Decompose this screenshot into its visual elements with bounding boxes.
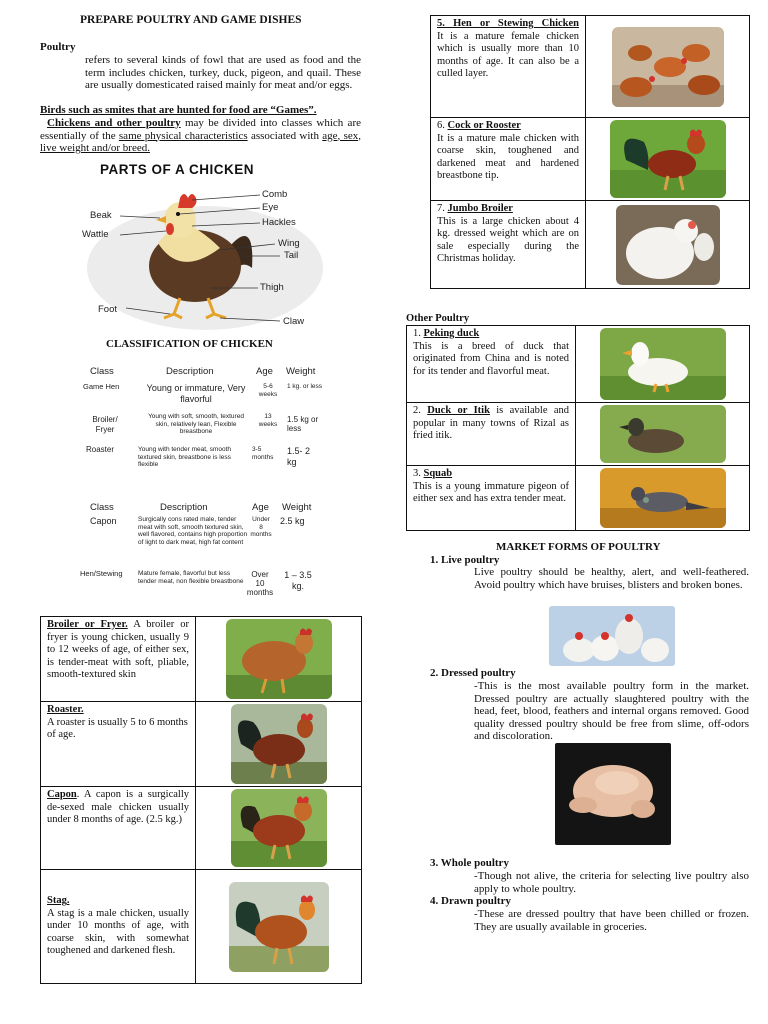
- row1-desc: Young or immature, Very flavorful: [146, 383, 246, 404]
- market-item-1-text: Live poultry should be healthy, alert, and well-feathered. Avoid poultry which have bruises, blisters and broken bones.: [474, 566, 749, 591]
- row3-age: 3-5 months: [252, 446, 274, 461]
- rooster-photo: [610, 120, 726, 198]
- row2-class: Broiler/ Fryer: [92, 415, 118, 434]
- live-poultry-photo: [549, 606, 675, 666]
- market-item-1-title: 1. Live poultry: [430, 554, 500, 566]
- label-wing: Wing: [278, 238, 300, 249]
- label-comb: Comb: [262, 189, 288, 200]
- chicken-parts-diagram: [80, 158, 330, 338]
- stag-photo: [229, 882, 329, 972]
- label-beak: Beak: [90, 210, 112, 221]
- jumbo-broiler-photo: [616, 205, 720, 285]
- other-row-peking: 1. Peking duck This is a breed of duck that originated from China and is noted for its tender and flavorful meat.: [407, 326, 750, 403]
- hen-weight: 1 – 3.5 kg.: [284, 570, 312, 591]
- capon-photo: [231, 789, 327, 867]
- label-hackles: Hackles: [262, 217, 296, 228]
- row3-class: Roaster: [86, 445, 115, 454]
- market-item-4-text: -These are dressed poultry that have been chilled or frozen. They are usually available in groceries.: [474, 908, 749, 933]
- capon-age: Under 8 months: [250, 516, 272, 538]
- other-row-squab: 3. Squab This is a young immature pigeon of either sex and has extra tender meat.: [407, 466, 750, 531]
- capon-desc: Surgically cons rated male, tender meat with soft, smooth textured skin, well flavored, contains high proportion of light to dark meat, high fat content: [138, 516, 248, 546]
- type-row-rooster: 6. Cock or Rooster It is a mature male chicken with coarse skin, toughened and darkened meat and hardened breastbone tip.: [431, 118, 750, 201]
- type-row-hen: 5. Hen or Stewing Chicken It is a mature female chicken which is usually more than 10 months of age. It can also be a culled layer.: [431, 16, 750, 118]
- row1-class: Game Hen: [83, 382, 120, 391]
- label-foot: Foot: [98, 304, 118, 315]
- classification-table-1: Class Description Age Weight Game Hen Young or immature, Very flavorful 5-6 weeks 1 kg. or less Broiler/ Fryer Young with soft, smooth, textured skin, relatively lean, Flexible breastbone 13 weeks 1.5 kg or less Roaster Young with tender meat, smooth textured skin, breastbone is less flexible 3-5 months 1.5- 2 kg: [80, 366, 330, 476]
- market-item-2-title: 2. Dressed poultry: [430, 667, 516, 679]
- type-row-jumbo: 7. Jumbo Broiler This is a large chicken about 4 kg. dressed weight which are on sale especially during the Christmas holiday.: [431, 201, 750, 289]
- dressed-poultry-photo: [555, 743, 671, 845]
- roaster-photo: [231, 704, 327, 784]
- label-eye: Eye: [262, 202, 279, 213]
- peking-duck-photo: [600, 328, 726, 400]
- itik-duck-photo: [600, 405, 726, 463]
- hen-desc: Mature female, flavorful but less tender meat, non flexible breastbone: [138, 570, 244, 585]
- row3-weight: 1.5- 2 kg: [287, 446, 311, 467]
- classification-table-2: Class Description Age Weight Capon Surgically cons rated male, tender meat with soft, smooth textured skin, well flavored, contains high proportion of light to dark meat, high fat content Under 8 months 2.5 kg Hen/Stewing Mature female, flavorful but less tender meat, non flexible breastbone Over 10 months 1 – 3.5 kg.: [80, 502, 330, 602]
- capon-class: Capon: [90, 516, 117, 526]
- label-thigh: Thigh: [260, 282, 284, 293]
- row2-desc: Young with soft, smooth, textured skin, relatively lean, Flexible breastbone: [148, 413, 244, 435]
- other-row-itik: 2. Duck or Itik is available and popular in many towns of Rizal as fried itik.: [407, 403, 750, 466]
- market-item-3-title: 3. Whole poultry: [430, 857, 509, 869]
- right-chicken-types-table: [430, 15, 750, 289]
- squab-photo: [600, 468, 726, 528]
- type-row-broiler: Broiler or Fryer. A broiler or fryer is young chicken, usually 9 to 12 weeks of age, of either sex, is tender-meat with soft, pliable, smooth-textured skin: [41, 617, 362, 702]
- type-row-stag: Stag. A stag is a male chicken, usually under 10 months of age, with coarse skin, with somewhat toughened and darkened flesh.: [41, 870, 362, 984]
- label-wattle: Wattle: [82, 229, 109, 240]
- row1-age: 5-6 weeks: [258, 383, 278, 398]
- page-title: PREPARE POULTRY AND GAME DISHES: [80, 14, 302, 26]
- type-row-capon: Capon. A capon is a surgically de-sexed male chicken usually under 8 months of age. (2.5 kg.): [41, 787, 362, 870]
- other-poultry-heading: Other Poultry: [406, 313, 470, 324]
- row3-desc: Young with tender meat, smooth textured skin, breastbone is less flexible: [138, 446, 231, 468]
- label-claw: Claw: [283, 316, 305, 327]
- type-row-roaster: Roaster. A roaster is usually 5 to 6 months of age.: [41, 702, 362, 787]
- left-chicken-types-table: [40, 616, 362, 984]
- row2-weight: 1.5 kg or less: [287, 415, 319, 433]
- hen-age: Over 10 months: [246, 570, 274, 597]
- market-heading: MARKET FORMS OF POULTRY: [496, 541, 661, 553]
- market-item-2-text: -This is the most available poultry form in the market. Dressed poultry are actually slaughtered poultry with the head, feet, blood, feathers and internal organs removed. Good quality dressed poultry should be free from slime, off-odors and discoloration.: [474, 680, 749, 742]
- other-poultry-table: [406, 325, 750, 531]
- chickens-lead: Chickens and other poultry: [47, 117, 181, 129]
- row1-weight: 1 kg. or less: [287, 383, 323, 390]
- classification-heading: CLASSIFICATION OF CHICKEN: [106, 338, 273, 350]
- chickens-paragraph: Chickens and other poultry may be divided into classes which are essentially of the same physical characteristics associated with age, sex, live weight and/or breed.: [40, 117, 361, 154]
- hen-photo: [612, 27, 724, 107]
- diagram-title: PARTS OF A CHICKEN: [100, 162, 254, 177]
- games-line: Birds such as smites that are hunted for food are “Games”.: [40, 104, 317, 116]
- label-tail: Tail: [284, 250, 299, 261]
- market-item-4-title: 4. Drawn poultry: [430, 895, 511, 907]
- market-item-3-text: -Though not alive, the criteria for selecting live poultry also apply to whole poultry.: [474, 870, 749, 895]
- poultry-heading: Poultry: [40, 41, 76, 53]
- poultry-definition: refers to several kinds of fowl that are used as food and the term includes chicken, turkey, duck, pigeon, and quail. These are usually domesticated raised mainly for meat and/or eggs.: [85, 54, 361, 91]
- broiler-photo: [226, 619, 332, 699]
- row2-age: 13 weeks: [258, 413, 278, 428]
- hen-class: Hen/Stewing: [80, 569, 123, 578]
- capon-weight: 2.5 kg: [280, 516, 305, 526]
